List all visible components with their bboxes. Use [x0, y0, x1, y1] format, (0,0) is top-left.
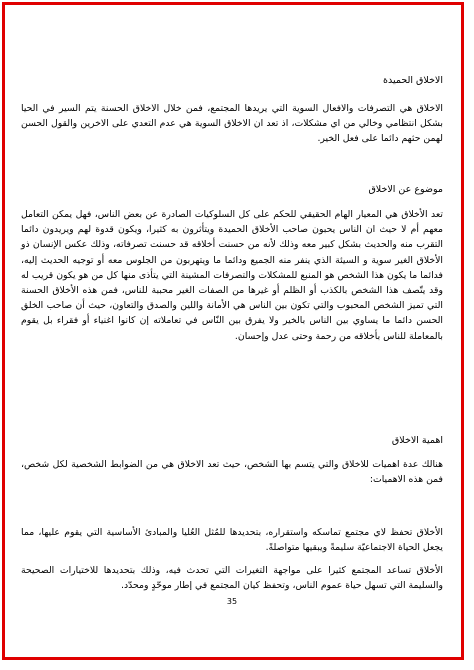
section-heading-good-morals: الاخلاق الحميدة	[383, 75, 443, 86]
paragraph-good-morals: الاخلاق هي التصرفات والافعال السوية التي يريدها المجتمع، فمن خلال الاخلاق الحسنة يتم السير في الحيا بشكل انتظامي وخالي من اي مشكلات، اذ تعد ان الاخلاق السوية هي عدم التعدي على الاخرين والقول الحسن لهمن حثهم دائما على فعل الخير.	[21, 103, 443, 145]
section-heading-importance-of-morals: اهمية الاخلاق	[391, 435, 443, 446]
page-number: 35	[226, 597, 238, 606]
paragraph-importance-cohesion: الأخلاق تحفظ لاي مجتمع تماسكه واستقراره، بتحديدها للمُثل العُليا والمبادئ الأساسية التي يقوم عليها، مما يجعل الحياة الاجتماعيّة سليمةً ويبقيها متواصلةً.	[21, 527, 443, 554]
document-body	[21, 5, 443, 657]
page	[2, 2, 464, 660]
paragraph-importance-intro: هنالك عدة اهميات للاخلاق والتي يتسم بها الشخص، حيث تعد الاخلاق هي من الضوابط الشخصية لكل شخص، فمن هذه الاهميات:	[21, 459, 443, 486]
paragraph-topic-on-morals: تعد الأخلاق هي المعيار الهام الحقيقي للحكم على كل السلوكيات الصادرة عن بعض الناس، فهل يمكن التعامل معهم أم لا حيث ان الناس يحبون صاحب الأخلاق الحميدة ويتأثرون به كثيرا، ويكون قدوة لهم ويريدون دائما التقرب منه والحديث بشكل كبير معه وذلك لأنه من حسنت أخلاقه قد حسنت تصرفاته، وذلك عكس الإنسان ذو الأخلاق الغير سوية و السيئة الذي ينفر منه الجميع ودائما ما ويتهربون من الجلوس معه أو توجيه الحديث إليه، فدائما ما يكون هذا الشخص هو المنبع للمشكلات والتصرفات المشينة التي يتأذى منها كل من هو يكون قريب له وقد يتّصف هذا الشخص بالكذب أو الظلم أو غيرها من الصفات الغير محببة للناس، فمن هذه الأخلاق الحسنة التي تميز الشخص المحبوب والتي تكون بين الناس هي الأمانة واللين والصدق والتعاون، حيث أن صاحب الخلق الحسن دائما ما يساوي بين الناس بالخير ولا يفرق بين النّاس في تعاملاته إن كانوا اغنياء أو فقراء بل يقوم بالمعاملة للناس بأخلاقه من رحمة وحتى عدل وإحسان.	[21, 209, 443, 342]
paragraph-importance-change: الأخلاق تساعد المجتمع كثيرا على مواجهة التغيرات التي تحدث فيه، وذلك بتحديدها للاختيارات الصحيحة والسليمة التي تسهل حياة عموم الناس، وتحفظ كيان المجتمع في إطار موحّدٍ ومحدّد.	[21, 565, 443, 592]
section-heading-topic-on-morals: موضوع عن الاخلاق	[368, 184, 443, 195]
